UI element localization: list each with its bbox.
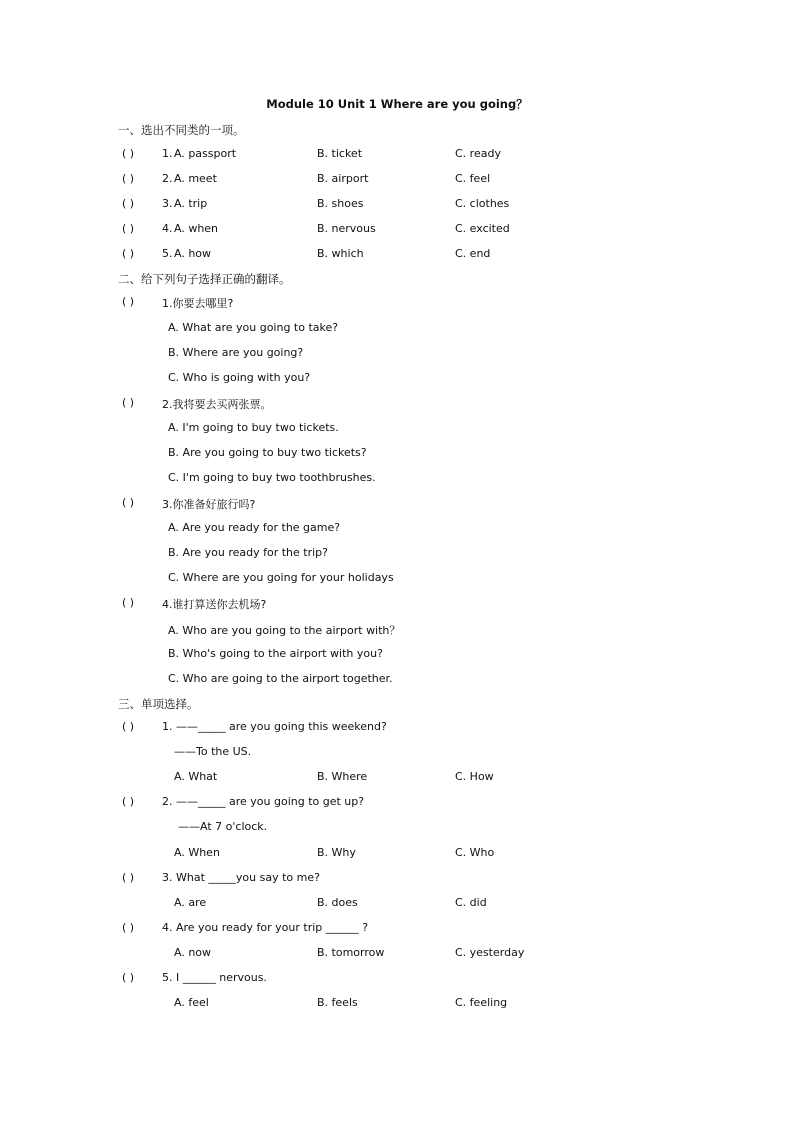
- question-number: 3.: [162, 197, 173, 210]
- answer-blank: ( ): [122, 720, 135, 733]
- option-b: B. feels: [317, 996, 358, 1009]
- s2-question-2: [122, 396, 682, 412]
- option-b: B. tomorrow: [317, 946, 385, 959]
- s2-question-3: [122, 496, 682, 512]
- option-c: C. Who: [455, 846, 495, 859]
- reply-text: ——At 7 o'clock.: [178, 820, 268, 833]
- question-text: 4.谁打算送你去机场?: [162, 598, 267, 611]
- section-2-heading: 二、给下列句子选择正确的翻译。: [118, 272, 291, 286]
- option-b: B. shoes: [317, 197, 364, 210]
- s3-q4-options: [122, 946, 682, 962]
- question-number: 1.: [162, 147, 173, 160]
- s3-question-3: [122, 871, 682, 887]
- s3-question-4: [122, 921, 682, 937]
- question-text: 5. I ______ nervous.: [162, 971, 267, 984]
- s3-q3-options: [122, 896, 682, 912]
- s1-question-2: [122, 172, 682, 188]
- option-a: A. when: [174, 222, 219, 235]
- s3-question-2: [122, 795, 682, 811]
- s3-q2-options: [122, 846, 682, 862]
- question-text: 3.你准备好旅行吗?: [162, 498, 256, 511]
- option-a: A. Who are you going to the airport with？: [168, 624, 401, 637]
- s3-q1-options: [122, 770, 682, 786]
- reply-text: ——To the US.: [174, 745, 252, 758]
- s2-q2-option-b: [122, 446, 682, 462]
- option-c: C. I'm going to buy two toothbrushes.: [168, 471, 376, 484]
- option-c: C. How: [455, 770, 494, 783]
- s1-question-1: [122, 147, 682, 163]
- page-title: Module 10 Unit 1 Where are you going？: [266, 97, 528, 111]
- s3-question-1: [122, 720, 682, 736]
- s2-q1-option-c: [122, 371, 682, 387]
- s1-question-5: [122, 247, 682, 263]
- s2-q4-option-c: [122, 672, 682, 688]
- answer-blank: ( ): [122, 396, 135, 409]
- question-text: 4. Are you ready for your trip ______ ?: [162, 921, 369, 934]
- option-c: C. Who are going to the airport together.: [168, 672, 393, 685]
- option-a: A. What are you going to take?: [168, 321, 339, 334]
- option-a: A. how: [174, 247, 212, 260]
- option-b: B. ticket: [317, 147, 363, 160]
- option-a: A. now: [174, 946, 212, 959]
- question-text: 1. ——_____ are you going this weekend?: [162, 720, 387, 733]
- option-b: B. airport: [317, 172, 369, 185]
- option-a: A. Are you ready for the game?: [168, 521, 341, 534]
- question-text: 1.你要去哪里?: [162, 297, 234, 310]
- option-c: C. clothes: [455, 197, 510, 210]
- s2-question-4: [122, 596, 682, 612]
- answer-blank: ( ): [122, 971, 135, 984]
- option-b: B. Who's going to the airport with you?: [168, 647, 383, 660]
- s2-q4-option-a: [122, 622, 682, 638]
- option-a: A. What: [174, 770, 218, 783]
- option-c: C. Who is going with you?: [168, 371, 311, 384]
- answer-blank: ( ): [122, 921, 135, 934]
- answer-blank: ( ): [122, 496, 135, 509]
- section-3-heading: 三、单项选择。: [118, 697, 199, 711]
- question-number: 2.: [162, 172, 173, 185]
- answer-blank: ( ): [122, 871, 135, 884]
- option-a: A. passport: [174, 147, 237, 160]
- answer-blank: ( ): [122, 222, 135, 235]
- s2-q2-option-a: [122, 421, 682, 437]
- answer-blank: ( ): [122, 197, 135, 210]
- question-text: 2.我将要去买两张票。: [162, 398, 272, 411]
- s2-q3-option-c: [122, 571, 682, 587]
- option-c: C. excited: [455, 222, 510, 235]
- option-b: B. Are you going to buy two tickets?: [168, 446, 367, 459]
- s2-q4-option-b: [122, 647, 682, 663]
- s2-q2-option-c: [122, 471, 682, 487]
- option-c: C. feeling: [455, 996, 508, 1009]
- s1-question-3: [122, 197, 682, 213]
- option-c: C. ready: [455, 147, 501, 160]
- answer-blank: ( ): [122, 795, 135, 808]
- answer-blank: ( ): [122, 295, 135, 308]
- question-text: 3. What _____you say to me?: [162, 871, 320, 884]
- question-number: 4.: [162, 222, 173, 235]
- option-b: B. does: [317, 896, 358, 909]
- question-text: 2. ——_____ are you going to get up?: [162, 795, 365, 808]
- option-b: B. Why: [317, 846, 356, 859]
- s2-q3-option-a: [122, 521, 682, 537]
- option-b: B. Are you ready for the trip?: [168, 546, 328, 559]
- option-a: A. When: [174, 846, 220, 859]
- option-c: C. end: [455, 247, 491, 260]
- answer-blank: ( ): [122, 596, 135, 609]
- s3-q2-reply: [122, 820, 682, 836]
- option-b: B. Where: [317, 770, 368, 783]
- section-1-heading: 一、选出不同类的一项。: [118, 123, 245, 137]
- s3-q5-options: [122, 996, 682, 1012]
- answer-blank: ( ): [122, 172, 135, 185]
- option-b: B. nervous: [317, 222, 376, 235]
- option-a: A. I'm going to buy two tickets.: [168, 421, 339, 434]
- s2-question-1: [122, 295, 682, 311]
- option-c: C. Where are you going for your holidays: [168, 571, 394, 584]
- s3-q1-reply: [122, 745, 682, 761]
- option-a: A. are: [174, 896, 207, 909]
- answer-blank: ( ): [122, 247, 135, 260]
- option-c: C. yesterday: [455, 946, 525, 959]
- s2-q1-option-b: [122, 346, 682, 362]
- option-b: B. which: [317, 247, 364, 260]
- answer-blank: ( ): [122, 147, 135, 160]
- s3-question-5: [122, 971, 682, 987]
- option-b: B. Where are you going?: [168, 346, 304, 359]
- s2-q3-option-b: [122, 546, 682, 562]
- question-number: 5.: [162, 247, 173, 260]
- option-a: A. feel: [174, 996, 209, 1009]
- s1-question-4: [122, 222, 682, 238]
- s2-q1-option-a: [122, 321, 682, 337]
- option-a: A. trip: [174, 197, 208, 210]
- option-a: A. meet: [174, 172, 217, 185]
- option-c: C. feel: [455, 172, 491, 185]
- option-c: C. did: [455, 896, 487, 909]
